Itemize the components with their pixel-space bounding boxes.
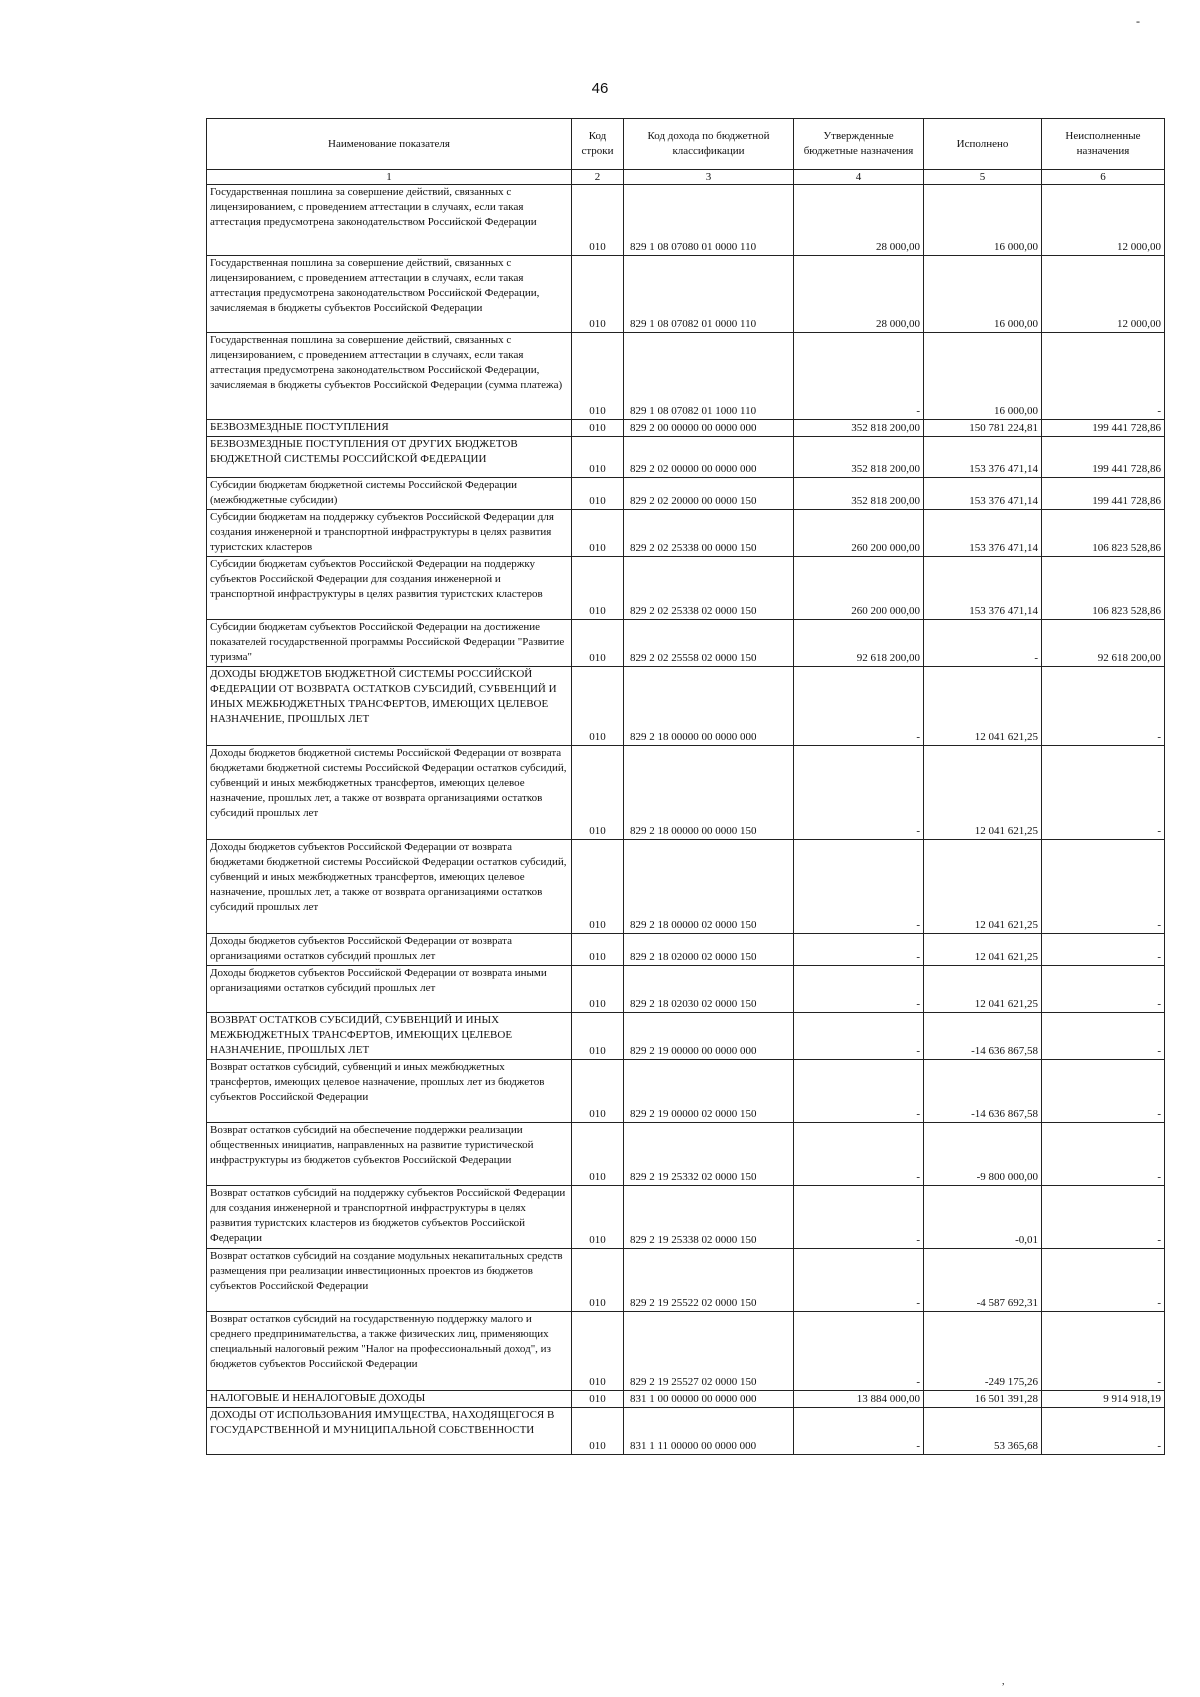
row-code-cell: 010 bbox=[572, 1408, 624, 1455]
row-executed-cell: 16 000,00 bbox=[924, 333, 1042, 420]
row-code-cell: 010 bbox=[572, 256, 624, 333]
row-unexecuted-cell: 199 441 728,86 bbox=[1042, 420, 1165, 437]
row-approved-cell: 28 000,00 bbox=[794, 256, 924, 333]
row-name-cell: Возврат остатков субсидий на обеспечение поддержки реализации общественных инициатив, направленных на развитие туристической инфраструктуры из бюджетов субъектов Российской Федерации bbox=[207, 1123, 572, 1186]
row-approved-cell: 260 200 000,00 bbox=[794, 557, 924, 620]
table-row bbox=[207, 333, 1165, 420]
row-unexecuted-cell: - bbox=[1042, 934, 1165, 966]
row-executed-cell: 12 041 621,25 bbox=[924, 840, 1042, 934]
row-unexecuted-cell: 92 618 200,00 bbox=[1042, 620, 1165, 667]
row-kbk-cell: 829 1 08 07082 01 0000 110 bbox=[624, 256, 794, 333]
table-row bbox=[207, 1060, 1165, 1123]
table-row bbox=[207, 1312, 1165, 1391]
row-approved-cell: - bbox=[794, 1060, 924, 1123]
row-code-cell: 010 bbox=[572, 557, 624, 620]
column-number: 6 bbox=[1042, 170, 1165, 185]
table-row bbox=[207, 667, 1165, 746]
row-name-cell: ВОЗВРАТ ОСТАТКОВ СУБСИДИЙ, СУБВЕНЦИЙ И ИНЫХ МЕЖБЮДЖЕТНЫХ ТРАНСФЕРТОВ, ИМЕЮЩИХ ЦЕЛЕВОЕ НАЗНАЧЕНИЕ, ПРОШЛЫХ ЛЕТ bbox=[207, 1013, 572, 1060]
row-code-cell: 010 bbox=[572, 1013, 624, 1060]
row-approved-cell: - bbox=[794, 746, 924, 840]
row-kbk-cell: 829 2 18 02030 02 0000 150 bbox=[624, 966, 794, 1013]
row-executed-cell: -9 800 000,00 bbox=[924, 1123, 1042, 1186]
row-approved-cell: - bbox=[794, 840, 924, 934]
row-approved-cell: - bbox=[794, 1249, 924, 1312]
row-kbk-cell: 829 2 18 00000 00 0000 000 bbox=[624, 667, 794, 746]
row-executed-cell: 153 376 471,14 bbox=[924, 478, 1042, 510]
row-approved-cell: - bbox=[794, 1408, 924, 1455]
row-executed-cell: 16 501 391,28 bbox=[924, 1391, 1042, 1408]
table-row bbox=[207, 437, 1165, 478]
table-row bbox=[207, 1186, 1165, 1249]
row-code-cell: 010 bbox=[572, 420, 624, 437]
table-row bbox=[207, 510, 1165, 557]
row-name-cell: ДОХОДЫ БЮДЖЕТОВ БЮДЖЕТНОЙ СИСТЕМЫ РОССИЙСКОЙ ФЕДЕРАЦИИ ОТ ВОЗВРАТА ОСТАТКОВ СУБСИДИЙ, СУБВЕНЦИЙ И ИНЫХ МЕЖБЮДЖЕТНЫХ ТРАНСФЕРТОВ, ИМЕЮЩИХ ЦЕЛЕВОЕ НАЗНАЧЕНИЕ, ПРОШЛЫХ ЛЕТ bbox=[207, 667, 572, 746]
row-kbk-cell: 829 2 02 25338 02 0000 150 bbox=[624, 557, 794, 620]
row-kbk-cell: 829 2 02 25558 02 0000 150 bbox=[624, 620, 794, 667]
row-unexecuted-cell: 199 441 728,86 bbox=[1042, 437, 1165, 478]
row-approved-cell: 28 000,00 bbox=[794, 185, 924, 256]
row-approved-cell: - bbox=[794, 667, 924, 746]
column-number: 2 bbox=[572, 170, 624, 185]
row-approved-cell: 352 818 200,00 bbox=[794, 478, 924, 510]
column-number: 1 bbox=[207, 170, 572, 185]
column-number: 5 bbox=[924, 170, 1042, 185]
row-name-cell: Доходы бюджетов бюджетной системы Российской Федерации от возврата бюджетами бюджетной системы Российской Федерации остатков субсидий, субвенций и иных межбюджетных трансфертов, имеющих целевое назначение, прошлых лет, а также от возврата организациями остатков субсидий прошлых лет bbox=[207, 746, 572, 840]
row-kbk-cell: 829 1 08 07082 01 1000 110 bbox=[624, 333, 794, 420]
row-executed-cell: 53 365,68 bbox=[924, 1408, 1042, 1455]
col-header-approved: Утвержденные бюджетные назначения bbox=[794, 119, 924, 170]
row-approved-cell: 260 200 000,00 bbox=[794, 510, 924, 557]
row-approved-cell: - bbox=[794, 1123, 924, 1186]
row-unexecuted-cell: 106 823 528,86 bbox=[1042, 510, 1165, 557]
table-row bbox=[207, 256, 1165, 333]
row-name-cell: Субсидии бюджетам субъектов Российской Федерации на достижение показателей государственной программы Российской Федерации "Развитие туризма" bbox=[207, 620, 572, 667]
row-name-cell: Возврат остатков субсидий на поддержку субъектов Российской Федерации для создания инженерной и транспортной инфраструктуры в целях развития туристских кластеров из бюджетов субъектов Российской Федерации bbox=[207, 1186, 572, 1249]
table-row bbox=[207, 1013, 1165, 1060]
row-code-cell: 010 bbox=[572, 185, 624, 256]
row-approved-cell: 352 818 200,00 bbox=[794, 420, 924, 437]
row-name-cell: Субсидии бюджетам на поддержку субъектов Российской Федерации для создания инженерной и транспортной инфраструктуры в целях развития туристских кластеров bbox=[207, 510, 572, 557]
row-kbk-cell: 829 2 18 00000 02 0000 150 bbox=[624, 840, 794, 934]
row-unexecuted-cell: - bbox=[1042, 1312, 1165, 1391]
row-code-cell: 010 bbox=[572, 1312, 624, 1391]
row-unexecuted-cell: - bbox=[1042, 333, 1165, 420]
row-code-cell: 010 bbox=[572, 934, 624, 966]
row-unexecuted-cell: 9 914 918,19 bbox=[1042, 1391, 1165, 1408]
table-row bbox=[207, 1408, 1165, 1455]
row-code-cell: 010 bbox=[572, 333, 624, 420]
row-unexecuted-cell: - bbox=[1042, 1123, 1165, 1186]
row-approved-cell: 92 618 200,00 bbox=[794, 620, 924, 667]
row-code-cell: 010 bbox=[572, 746, 624, 840]
col-header-name: Наименование показателя bbox=[207, 119, 572, 170]
row-name-cell: Доходы бюджетов субъектов Российской Федерации от возврата иными организациями остатков субсидий прошлых лет bbox=[207, 966, 572, 1013]
row-code-cell: 010 bbox=[572, 966, 624, 1013]
row-unexecuted-cell: - bbox=[1042, 667, 1165, 746]
col-header-code: Код строки bbox=[572, 119, 624, 170]
row-name-cell: Государственная пошлина за совершение действий, связанных с лицензированием, с проведением аттестации в случаях, если такая аттестация предусмотрена законодательством Российской Федерации bbox=[207, 185, 572, 256]
row-code-cell: 010 bbox=[572, 620, 624, 667]
row-executed-cell: 153 376 471,14 bbox=[924, 510, 1042, 557]
row-executed-cell: 153 376 471,14 bbox=[924, 437, 1042, 478]
row-kbk-cell: 829 2 19 00000 00 0000 000 bbox=[624, 1013, 794, 1060]
row-kbk-cell: 829 2 19 25338 02 0000 150 bbox=[624, 1186, 794, 1249]
row-code-cell: 010 bbox=[572, 437, 624, 478]
row-executed-cell: -4 587 692,31 bbox=[924, 1249, 1042, 1312]
row-kbk-cell: 829 2 02 00000 00 0000 000 bbox=[624, 437, 794, 478]
row-executed-cell: 153 376 471,14 bbox=[924, 557, 1042, 620]
row-name-cell: ДОХОДЫ ОТ ИСПОЛЬЗОВАНИЯ ИМУЩЕСТВА, НАХОДЯЩЕГОСЯ В ГОСУДАРСТВЕННОЙ И МУНИЦИПАЛЬНОЙ СОБСТВЕННОСТИ bbox=[207, 1408, 572, 1455]
row-name-cell: Субсидии бюджетам бюджетной системы Российской Федерации (межбюджетные субсидии) bbox=[207, 478, 572, 510]
row-unexecuted-cell: 106 823 528,86 bbox=[1042, 557, 1165, 620]
row-unexecuted-cell: - bbox=[1042, 1060, 1165, 1123]
row-approved-cell: 352 818 200,00 bbox=[794, 437, 924, 478]
table-row bbox=[207, 478, 1165, 510]
row-name-cell: Доходы бюджетов субъектов Российской Федерации от возврата организациями остатков субсидий прошлых лет bbox=[207, 934, 572, 966]
row-code-cell: 010 bbox=[572, 1249, 624, 1312]
row-approved-cell: - bbox=[794, 1186, 924, 1249]
row-kbk-cell: 829 2 19 25527 02 0000 150 bbox=[624, 1312, 794, 1391]
row-executed-cell: -14 636 867,58 bbox=[924, 1013, 1042, 1060]
row-code-cell: 010 bbox=[572, 840, 624, 934]
table-row bbox=[207, 1249, 1165, 1312]
row-kbk-cell: 829 2 00 00000 00 0000 000 bbox=[624, 420, 794, 437]
row-name-cell: Возврат остатков субсидий на государственную поддержку малого и среднего предпринимательства, а также физических лиц, применяющих специальный налоговый режим "Налог на профессиональный доход", из бюджетов субъектов Российской Федерации bbox=[207, 1312, 572, 1391]
col-header-unexecuted: Неисполненные назначения bbox=[1042, 119, 1165, 170]
table-row bbox=[207, 420, 1165, 437]
table-row bbox=[207, 620, 1165, 667]
row-name-cell: Государственная пошлина за совершение действий, связанных с лицензированием, с проведением аттестации в случаях, если такая аттестация предусмотрена законодательством Российской Федерации, зачисляемая в бюджеты субъектов Российской Федерации bbox=[207, 256, 572, 333]
row-name-cell: БЕЗВОЗМЕЗДНЫЕ ПОСТУПЛЕНИЯ ОТ ДРУГИХ БЮДЖЕТОВ БЮДЖЕТНОЙ СИСТЕМЫ РОССИЙСКОЙ ФЕДЕРАЦИИ bbox=[207, 437, 572, 478]
row-unexecuted-cell: 199 441 728,86 bbox=[1042, 478, 1165, 510]
page-number: 46 bbox=[591, 80, 609, 97]
row-unexecuted-cell: 12 000,00 bbox=[1042, 256, 1165, 333]
row-code-cell: 010 bbox=[572, 478, 624, 510]
row-name-cell: Доходы бюджетов субъектов Российской Федерации от возврата бюджетами бюджетной системы Российской Федерации остатков субсидий, субвенций и иных межбюджетных трансфертов, имеющих целевое назначение, прошлых лет, а также от возврата организациями остатков субсидий прошлых лет bbox=[207, 840, 572, 934]
row-name-cell: НАЛОГОВЫЕ И НЕНАЛОГОВЫЕ ДОХОДЫ bbox=[207, 1391, 572, 1408]
row-executed-cell: -14 636 867,58 bbox=[924, 1060, 1042, 1123]
column-number: 3 bbox=[624, 170, 794, 185]
row-name-cell: Возврат остатков субсидий, субвенций и иных межбюджетных трансфертов, имеющих целевое назначение, прошлых лет из бюджетов субъектов Российской Федерации bbox=[207, 1060, 572, 1123]
scan-corner-mark: - bbox=[1136, 14, 1140, 28]
row-name-cell: Субсидии бюджетам субъектов Российской Федерации на поддержку субъектов Российской Федерации для создания инженерной и транспортной инфраструктуры в целях развития туристских кластеров bbox=[207, 557, 572, 620]
row-executed-cell: 12 041 621,25 bbox=[924, 667, 1042, 746]
row-code-cell: 010 bbox=[572, 1123, 624, 1186]
row-name-cell: Государственная пошлина за совершение действий, связанных с лицензированием, с проведением аттестации в случаях, если такая аттестация предусмотрена законодательством Российской Федерации, зачисляемая в бюджеты субъектов Российской Федерации (сумма платежа) bbox=[207, 333, 572, 420]
table-row bbox=[207, 185, 1165, 256]
row-executed-cell: 12 041 621,25 bbox=[924, 934, 1042, 966]
row-code-cell: 010 bbox=[572, 510, 624, 557]
col-header-executed: Исполнено bbox=[924, 119, 1042, 170]
row-kbk-cell: 829 2 19 00000 02 0000 150 bbox=[624, 1060, 794, 1123]
table-header-row bbox=[207, 119, 1165, 170]
row-kbk-cell: 829 2 18 02000 02 0000 150 bbox=[624, 934, 794, 966]
row-executed-cell: 16 000,00 bbox=[924, 256, 1042, 333]
row-kbk-cell: 829 2 18 00000 00 0000 150 bbox=[624, 746, 794, 840]
table-row bbox=[207, 966, 1165, 1013]
row-kbk-cell: 829 2 02 20000 00 0000 150 bbox=[624, 478, 794, 510]
row-executed-cell: -0,01 bbox=[924, 1186, 1042, 1249]
row-executed-cell: 12 041 621,25 bbox=[924, 746, 1042, 840]
row-executed-cell: 150 781 224,81 bbox=[924, 420, 1042, 437]
table-row bbox=[207, 1391, 1165, 1408]
row-code-cell: 010 bbox=[572, 1060, 624, 1123]
table-row bbox=[207, 840, 1165, 934]
row-unexecuted-cell: - bbox=[1042, 966, 1165, 1013]
column-number-row bbox=[207, 170, 1165, 185]
row-approved-cell: - bbox=[794, 1312, 924, 1391]
table-row bbox=[207, 557, 1165, 620]
row-unexecuted-cell: - bbox=[1042, 1013, 1165, 1060]
row-executed-cell: 16 000,00 bbox=[924, 185, 1042, 256]
table-row bbox=[207, 1123, 1165, 1186]
row-name-cell: БЕЗВОЗМЕЗДНЫЕ ПОСТУПЛЕНИЯ bbox=[207, 420, 572, 437]
table-row bbox=[207, 746, 1165, 840]
row-unexecuted-cell: - bbox=[1042, 1186, 1165, 1249]
row-approved-cell: - bbox=[794, 966, 924, 1013]
row-executed-cell: - bbox=[924, 620, 1042, 667]
row-kbk-cell: 829 2 19 25332 02 0000 150 bbox=[624, 1123, 794, 1186]
row-approved-cell: - bbox=[794, 333, 924, 420]
table-row bbox=[207, 934, 1165, 966]
row-kbk-cell: 829 2 19 25522 02 0000 150 bbox=[624, 1249, 794, 1312]
row-unexecuted-cell: - bbox=[1042, 1408, 1165, 1455]
row-unexecuted-cell: - bbox=[1042, 746, 1165, 840]
col-header-kbk: Код дохода по бюджетной классификации bbox=[624, 119, 794, 170]
row-unexecuted-cell: - bbox=[1042, 840, 1165, 934]
row-code-cell: 010 bbox=[572, 1391, 624, 1408]
revenue-report-table bbox=[206, 118, 1165, 1455]
row-kbk-cell: 829 2 02 25338 00 0000 150 bbox=[624, 510, 794, 557]
row-executed-cell: 12 041 621,25 bbox=[924, 966, 1042, 1013]
row-name-cell: Возврат остатков субсидий на создание модульных некапитальных средств размещения при реализации инвестиционных проектов из бюджетов субъектов Российской Федерации bbox=[207, 1249, 572, 1312]
row-executed-cell: -249 175,26 bbox=[924, 1312, 1042, 1391]
row-unexecuted-cell: - bbox=[1042, 1249, 1165, 1312]
row-approved-cell: - bbox=[794, 934, 924, 966]
row-code-cell: 010 bbox=[572, 667, 624, 746]
column-number: 4 bbox=[794, 170, 924, 185]
row-approved-cell: 13 884 000,00 bbox=[794, 1391, 924, 1408]
row-unexecuted-cell: 12 000,00 bbox=[1042, 185, 1165, 256]
table-body bbox=[207, 185, 1165, 1455]
scan-stray-mark: , bbox=[1002, 1676, 1005, 1687]
row-code-cell: 010 bbox=[572, 1186, 624, 1249]
row-approved-cell: - bbox=[794, 1013, 924, 1060]
row-kbk-cell: 831 1 00 00000 00 0000 000 bbox=[624, 1391, 794, 1408]
row-kbk-cell: 831 1 11 00000 00 0000 000 bbox=[624, 1408, 794, 1455]
row-kbk-cell: 829 1 08 07080 01 0000 110 bbox=[624, 185, 794, 256]
